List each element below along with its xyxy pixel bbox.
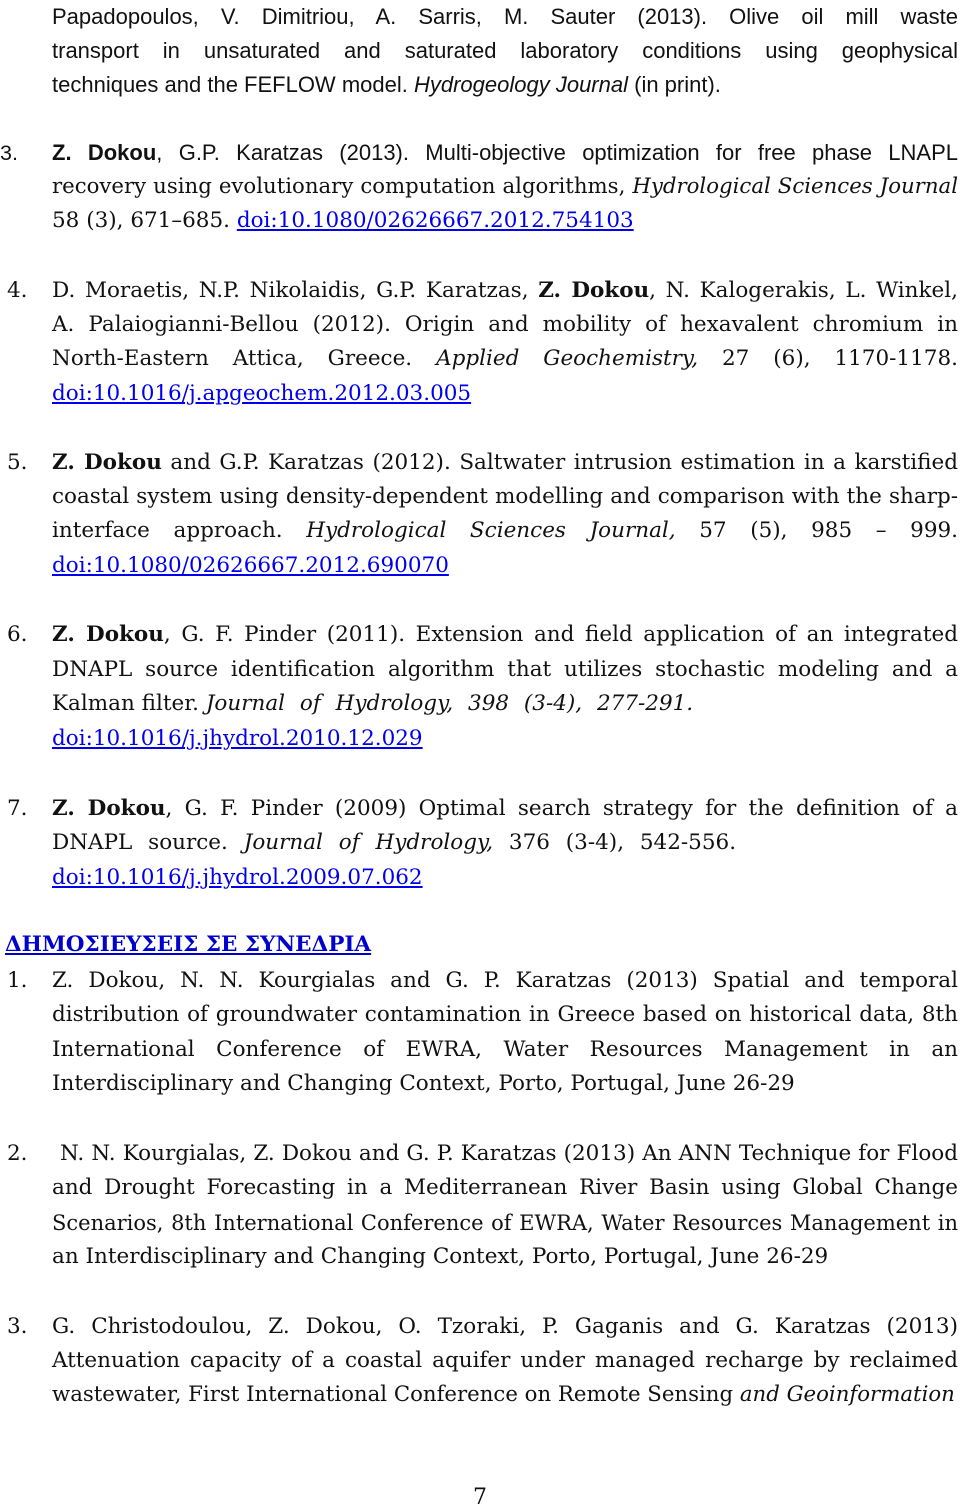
ref-line [52, 826, 958, 860]
ref-line: Papadopoulos, V. Dimitriou, A. Sarris, M. Sauter (2013). Olive oil mill waste [52, 4, 958, 29]
author-highlight: Z. Dokou [52, 140, 157, 165]
ref-text: Kalman filter. [52, 691, 206, 716]
ref-text: , N. Kalogerakis, L. Winkel, [649, 278, 958, 303]
journal-name: Journal of Hydrology, 398 (3-4), 277-291. [205, 691, 694, 716]
ref-line [52, 446, 958, 480]
ref-line: Z. Dokou, N. N. Kourgialas and G. P. Karatzas (2013) Spatial and temporal [52, 968, 958, 993]
ref-line [52, 204, 958, 238]
ref-line [52, 792, 958, 826]
ref-line: DNAPL source identification algorithm that utilizes stochastic modeling and a [52, 657, 958, 682]
ref-text: DNAPL source. [52, 830, 244, 855]
doi-link[interactable]: doi:10.1080/02626667.2012.690070 [52, 553, 449, 578]
journal-name: Applied Geochemistry, [436, 346, 699, 371]
ref-text: 58 (3), 671–685. [52, 208, 237, 233]
ref-text: 27 (6), 1170-1178. [698, 346, 958, 371]
ref-line [52, 274, 958, 308]
ref-number: 4. [7, 278, 28, 303]
section-heading: ΔΗΜΟΣΙΕΥΣΕΙΣ ΣΕ ΣΥΝΕΔΡΙΑ [5, 932, 372, 957]
doi-link[interactable]: doi:10.1016/j.apgeochem.2012.03.005 [52, 381, 472, 406]
ref-number: 3. [0, 141, 18, 165]
journal-name: Hydrogeology Journal [413, 72, 628, 97]
ref-line [52, 549, 958, 583]
ref-line [52, 722, 958, 756]
ref-line [52, 1378, 958, 1412]
ref-line: Interdisciplinary and Changing Context, Porto, Portugal, June 26-29 [52, 1071, 795, 1096]
ref-line [52, 687, 958, 721]
ref-line [52, 68, 958, 102]
ref-text: D. Moraetis, N.P. Nikolaidis, G.P. Karatzas, [52, 278, 539, 303]
ref-line [52, 136, 958, 170]
ref-text: , G. F. Pinder (2009) Optimal search strategy for the definition of a [165, 796, 958, 821]
author-highlight: Z. Dokou [52, 796, 166, 821]
ref-line [52, 377, 958, 411]
ref-line: International Conference of EWRA, Water Resources Management in an [52, 1037, 958, 1062]
ref-number: 3. [7, 1314, 28, 1339]
ref-line: transport in unsaturated and saturated laboratory conditions using geophysical [52, 38, 958, 63]
ref-line: G. Christodoulou, Z. Dokou, O. Tzoraki, P. Gaganis and G. Karatzas (2013) [52, 1314, 958, 1339]
ref-text: techniques and the FEFLOW model. [52, 72, 414, 97]
ref-text: 376 (3-4), 542-556. [493, 830, 737, 855]
italic-text: and Geoinformation [739, 1382, 955, 1407]
ref-line: coastal system using density-dependent modelling and comparison with the sharp- [52, 484, 958, 509]
doi-link[interactable]: doi:10.1016/j.jhydrol.2009.07.062 [52, 865, 423, 890]
journal-name: Hydrological Sciences Journal, [306, 518, 676, 543]
ref-number: 6. [7, 622, 28, 647]
ref-text: wastewater, First International Conference on Remote Sensing [52, 1382, 740, 1407]
ref-text: (in print). [628, 72, 721, 97]
doi-link[interactable]: doi:10.1080/02626667.2012.754103 [236, 208, 634, 233]
ref-line: an Interdisciplinary and Changing Context, Porto, Portugal, June 26-29 [52, 1244, 829, 1269]
ref-line [52, 170, 958, 204]
ref-line: N. N. Kourgialas, Z. Dokou and G. P. Karatzas (2013) An ANN Technique for Flood [60, 1141, 958, 1166]
ref-number: 7. [7, 796, 28, 821]
author-highlight: Z. Dokou [52, 622, 164, 647]
ref-line: A. Palaiogianni-Bellou (2012). Origin and mobility of hexavalent chromium in [52, 312, 958, 337]
ref-number: 1. [7, 968, 28, 993]
ref-text: 57 (5), 985 – 999. [675, 518, 959, 543]
ref-line [52, 514, 958, 548]
journal-name: Journal of Hydrology, [243, 830, 494, 855]
ref-text: recovery using evolutionary computation algorithms, [52, 174, 633, 199]
ref-line: and Drought Forecasting in a Mediterranean River Basin using Global Change [52, 1175, 958, 1200]
ref-text: interface approach. [52, 518, 307, 543]
ref-line: Attenuation capacity of a coastal aquifer under managed recharge by reclaimed [52, 1348, 958, 1373]
ref-text: , G. F. Pinder (2011). Extension and field application of an integrated [163, 622, 958, 647]
journal-name: Hydrological Sciences Journal [632, 174, 958, 199]
ref-line: distribution of groundwater contamination in Greece based on historical data, 8th [52, 1002, 958, 1027]
ref-number: 2. [7, 1141, 28, 1166]
author-highlight: Z. Dokou [538, 278, 650, 303]
ref-text: , G.P. Karatzas (2013). Multi-objective optimization for free phase LNAPL [156, 140, 958, 165]
page-number: 7 [473, 1485, 487, 1510]
ref-line [52, 861, 958, 895]
ref-line [52, 618, 958, 652]
ref-number: 5. [7, 450, 28, 475]
author-highlight: Z. Dokou [52, 450, 162, 475]
ref-line: Scenarios, 8th International Conference of EWRA, Water Resources Management in [52, 1211, 958, 1235]
ref-text: North-Eastern Attica, Greece. [52, 346, 437, 371]
doi-link[interactable]: doi:10.1016/j.jhydrol.2010.12.029 [52, 726, 423, 751]
ref-line [52, 342, 958, 376]
ref-text: and G.P. Karatzas (2012). Saltwater intrusion estimation in a karstified [161, 450, 958, 475]
